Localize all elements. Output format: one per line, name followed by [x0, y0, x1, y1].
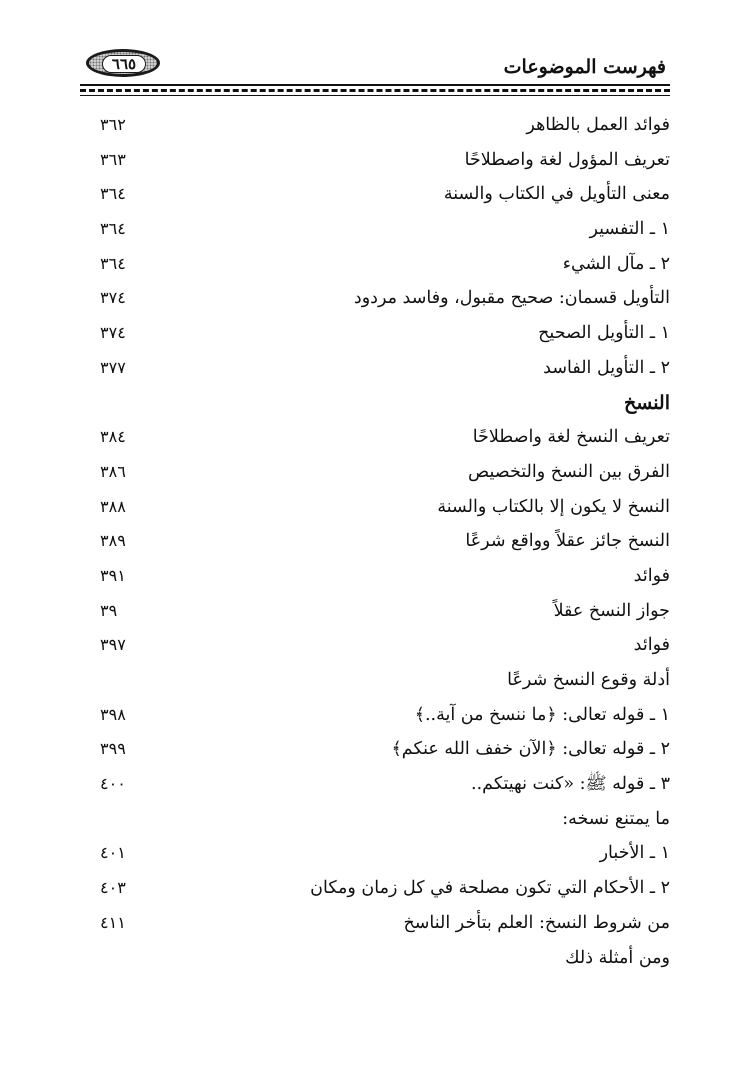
toc-entry-title: ٢ ـ الأحكام التي تكون مصلحة في كل زمان ومكان: [310, 878, 670, 899]
toc-entry-title: جواز النسخ عقلاً: [553, 600, 670, 621]
toc-entry-title: فوائد العمل بالظاهر: [526, 115, 670, 135]
header-rule-bottom: [80, 95, 670, 96]
table-of-contents: [100, 108, 670, 975]
toc-entry: [100, 108, 670, 143]
toc-entry: [100, 698, 670, 733]
toc-entry-title: من شروط النسخ: العلم بتأخر الناسخ: [403, 912, 670, 933]
toc-entry-title: ١ ـ التأويل الصحيح: [538, 323, 670, 344]
toc-entry-title: ومن أمثلة ذلك: [565, 947, 670, 968]
toc-entry-page: ٣٩١: [100, 565, 126, 585]
toc-entry: [100, 906, 670, 941]
toc-entry-page: ٣٦٢: [100, 115, 126, 134]
toc-entry-title: معنى التأويل في الكتاب والسنة: [443, 184, 670, 205]
header-rule-top: [80, 84, 670, 86]
toc-entry-title: ٢ ـ مآل الشيء: [562, 253, 670, 274]
toc-entry: [100, 767, 670, 802]
toc-entry-title: ٣ ـ قوله ﷺ: «كنت نهيتكم..: [471, 774, 670, 795]
toc-entry: [100, 177, 670, 212]
page-number: ٦٦٥: [102, 55, 146, 73]
toc-entry: [100, 351, 670, 386]
toc-entry-page: ٤١١: [100, 912, 126, 932]
toc-entry-page: ٤٠١: [100, 843, 126, 863]
toc-entry: [100, 455, 670, 490]
toc-entry-title: ١ ـ الأخبار: [599, 843, 670, 864]
toc-entry-title: النسخ لا يكون إلا بالكتاب والسنة: [437, 496, 670, 517]
running-title: فهرست الموضوعات: [503, 56, 666, 78]
toc-entry-page: ٣٨٦: [100, 461, 126, 481]
toc-entry: [100, 594, 670, 629]
toc-entry: [100, 386, 670, 421]
toc-entry: [100, 212, 670, 247]
toc-entry-page: ٣٨٨: [100, 496, 126, 516]
toc-entry-page: ٣٩٩: [100, 739, 126, 759]
toc-entry-title: النسخ: [623, 391, 670, 414]
toc-entry-title: أدلة وقوع النسخ شرعًا: [507, 670, 670, 690]
header-rule-dashed: [80, 89, 670, 92]
toc-entry-page: ٣٩: [100, 600, 118, 620]
toc-entry: [100, 247, 670, 282]
toc-entry-page: ٤٠٠: [100, 774, 126, 794]
toc-entry-title: الفرق بين النسخ والتخصيص: [468, 461, 670, 482]
toc-entry-title: ما يمتنع نسخه:: [562, 808, 670, 829]
toc-entry: [100, 316, 670, 351]
toc-entry: [100, 524, 670, 559]
page-number-badge: [86, 49, 160, 77]
toc-entry-title: النسخ جائز عقلاً وواقع شرعًا: [465, 531, 670, 552]
toc-entry-page: ٣٧٤: [100, 288, 126, 308]
toc-entry-page: ٣٩٧: [100, 635, 126, 655]
toc-entry-page: ٣٧٧: [100, 357, 126, 377]
toc-entry-title: ٢ ـ التأويل الفاسد: [543, 357, 670, 378]
toc-entry-title: فوائد: [633, 565, 670, 586]
toc-entry-title: ١ ـ التفسير: [589, 219, 670, 240]
toc-entry: [100, 628, 670, 663]
toc-entry: [100, 663, 670, 698]
toc-entry-page: ٣٦٤: [100, 219, 126, 239]
toc-entry-title: ٢ ـ قوله تعالى: ﴿الآن خفف الله عنكم﴾: [391, 739, 670, 760]
toc-entry-page: ٣٩٨: [100, 704, 126, 724]
toc-entry: [100, 802, 670, 837]
toc-entry: [100, 836, 670, 871]
toc-entry: [100, 490, 670, 525]
toc-entry: [100, 281, 670, 316]
toc-entry: [100, 732, 670, 767]
toc-entry-title: تعريف المؤول لغة واصطلاحًا: [464, 149, 670, 170]
toc-entry-page: ٣٦٤: [100, 184, 126, 204]
toc-entry-title: ١ ـ قوله تعالى: ﴿ما ننسخ من آية..﴾: [414, 704, 670, 725]
toc-entry: [100, 420, 670, 455]
toc-entry-title: فوائد: [633, 635, 670, 656]
toc-entry: [100, 941, 670, 976]
toc-entry-page: ٣٧٤: [100, 323, 126, 343]
toc-entry-page: ٣٨٩: [100, 531, 126, 551]
toc-entry-page: ٣٦٤: [100, 253, 126, 273]
toc-entry: [100, 871, 670, 906]
toc-entry-title: تعريف النسخ لغة واصطلاحًا: [472, 427, 670, 448]
toc-entry-title: التأويل قسمان: صحيح مقبول، وفاسد مردود: [353, 288, 670, 309]
toc-entry: [100, 559, 670, 594]
toc-entry-page: ٣٨٤: [100, 427, 126, 447]
toc-entry-page: ٤٠٣: [100, 878, 126, 898]
toc-entry-page: ٣٦٣: [100, 149, 126, 169]
toc-entry: [100, 143, 670, 178]
